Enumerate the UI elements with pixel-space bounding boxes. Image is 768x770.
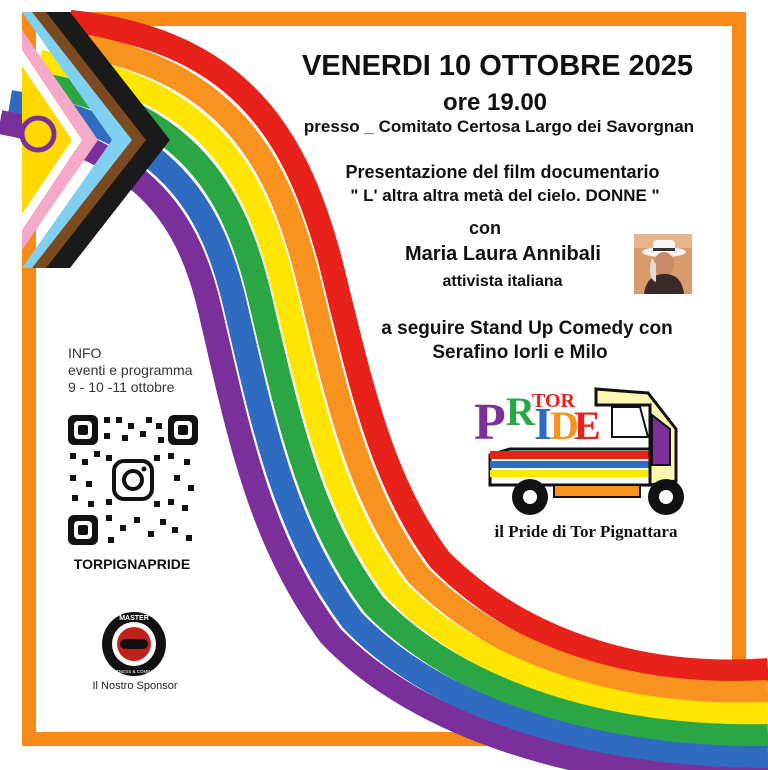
- event-date: VENERDI 10 OTTOBRE 2025: [301, 50, 694, 82]
- sponsor-label: Il Nostro Sponsor: [92, 680, 178, 692]
- tor-pride-logo: [470, 385, 702, 520]
- sponsor-badge-subtext: FITNESS & COMBAT: [112, 669, 156, 674]
- guest-name: Maria Laura Annibali: [405, 243, 601, 265]
- event-venue: presso _ Comitato Certosa Largo dei Savorgnan: [303, 117, 695, 136]
- pride-letter-p: P: [474, 394, 506, 451]
- instagram-icon: [114, 461, 152, 499]
- pride-letter-i: I: [534, 398, 552, 449]
- pride-letter-r: R: [506, 389, 535, 434]
- guest-role: attivista italiana: [442, 273, 563, 290]
- pride-letter-e: E: [574, 403, 601, 448]
- followup-line2: Serafino Iorli e Milo: [432, 342, 608, 363]
- info-subtitle: eventi e programma: [68, 362, 193, 378]
- sponsor-logo: [101, 611, 167, 677]
- event-time: ore 19.00: [442, 89, 548, 116]
- with-label: con: [468, 218, 501, 238]
- pride-letter-d: D: [550, 403, 579, 448]
- presentation-line: Presentazione del film documentario: [345, 162, 660, 182]
- sponsor-badge-text: MASTER: [119, 615, 149, 622]
- info-dates: 9 - 10 -11 ottobre: [68, 379, 175, 395]
- info-block: [68, 345, 218, 396]
- film-title: " L' altra altra metà del cielo. DONNE ": [350, 186, 660, 205]
- instagram-handle[interactable]: TORPIGNAPRIDE: [73, 556, 191, 572]
- qr-code[interactable]: [68, 415, 198, 545]
- pride-caption: il Pride di Tor Pignattara: [494, 522, 678, 541]
- guest-photo: [634, 234, 692, 294]
- info-title: INFO: [68, 345, 102, 361]
- pride-word-tor: TOR: [532, 390, 575, 412]
- followup-line1: a seguire Stand Up Comedy con: [381, 318, 673, 339]
